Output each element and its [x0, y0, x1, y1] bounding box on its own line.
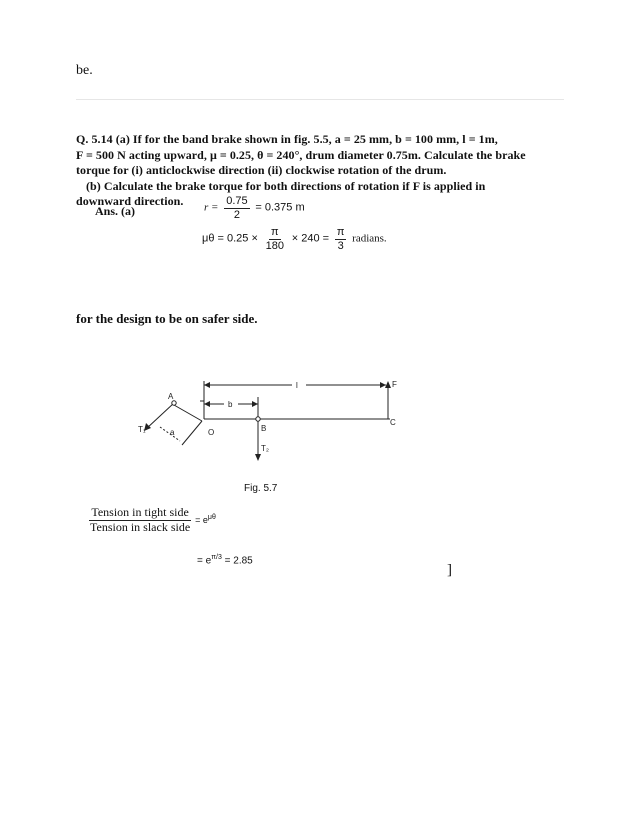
mu-theta-numerator-1: π: [271, 226, 279, 238]
tension-eq-1-exp: μθ: [207, 514, 216, 522]
tension-eq-2-base: = e: [197, 555, 212, 567]
tension-ratio: [88, 506, 216, 535]
mu-theta-middle: × 240 =: [291, 232, 330, 245]
mu-theta-denominator-1: 180: [265, 239, 284, 252]
label-T2: T₂: [261, 444, 269, 453]
tension-eq-2-result: = 2.85: [224, 555, 253, 567]
mu-theta-denominator-2: 3: [337, 239, 344, 252]
label-A: A: [168, 392, 174, 401]
tension-numerator: Tension in tight side: [91, 505, 189, 519]
mu-theta-fraction-1: [264, 226, 286, 252]
label-T1: T₁: [138, 425, 146, 434]
question-line-3: torque for (i) anticlockwise direction (ii) clockwise rotation of the drum.: [76, 163, 447, 177]
label-B: B: [261, 424, 267, 433]
mu-theta-tail: radians.: [352, 232, 387, 245]
arrow-b-left: [204, 401, 210, 407]
band-brake-diagram: [120, 375, 420, 495]
mu-theta-fraction-2: [335, 226, 347, 252]
label-C: C: [390, 418, 396, 427]
label-O: O: [208, 428, 215, 437]
closing-bracket: ]: [447, 562, 452, 578]
tension-result: [197, 554, 253, 566]
mu-theta-numerator-2: π: [336, 226, 345, 238]
divider: [76, 99, 564, 100]
radius-denominator: 2: [233, 208, 240, 221]
radius-equation: [204, 195, 305, 221]
arrow-t2-down: [255, 454, 261, 461]
mu-theta-equation: [202, 226, 387, 252]
radius-lhs: r =: [204, 201, 219, 214]
tension-denominator: Tension in slack side: [90, 519, 191, 534]
question-line-2: F = 500 N acting upward, μ = 0.25, θ = 240°, drum diameter 0.75m. Calculate the brake: [76, 148, 526, 162]
arrow-l-left: [204, 382, 210, 388]
band-tight: [146, 403, 174, 429]
tension-eq-1: [195, 515, 216, 525]
design-note: for the design to be on safer side.: [76, 311, 258, 326]
radius-result: = 0.375 m: [255, 201, 305, 214]
answer-label: Ans. (a): [95, 204, 136, 218]
arrow-b-right: [252, 401, 258, 407]
band-slack: [182, 421, 202, 445]
tension-fraction: [88, 506, 192, 535]
pivot-a: [172, 401, 176, 405]
radius-fraction: [224, 195, 249, 221]
tension-eq-2-exp: π/3: [211, 554, 222, 561]
label-l: l: [296, 381, 298, 390]
tension-eq-1-base: = e: [195, 515, 208, 526]
label-F: F: [392, 380, 397, 389]
band-link-a: [174, 405, 202, 421]
page-top-fragment: be.: [76, 63, 93, 78]
figure-caption: Fig. 5.7: [244, 483, 278, 494]
radius-numerator: 0.75: [226, 195, 248, 207]
label-a: a: [170, 428, 175, 437]
question-line-1: Q. 5.14 (a) If for the band brake shown in fig. 5.5, a = 25 mm, b = 100 mm, l = 1m,: [76, 132, 498, 146]
mu-theta-lhs: μθ = 0.25 ×: [202, 232, 258, 245]
label-b: b: [228, 400, 233, 409]
arrow-l-right: [380, 382, 386, 388]
pivot-b: [256, 417, 260, 421]
question-line-5: downward direction.: [76, 194, 184, 208]
question-line-4: (b) Calculate the brake torque for both directions of rotation if F is applied in: [86, 179, 486, 193]
